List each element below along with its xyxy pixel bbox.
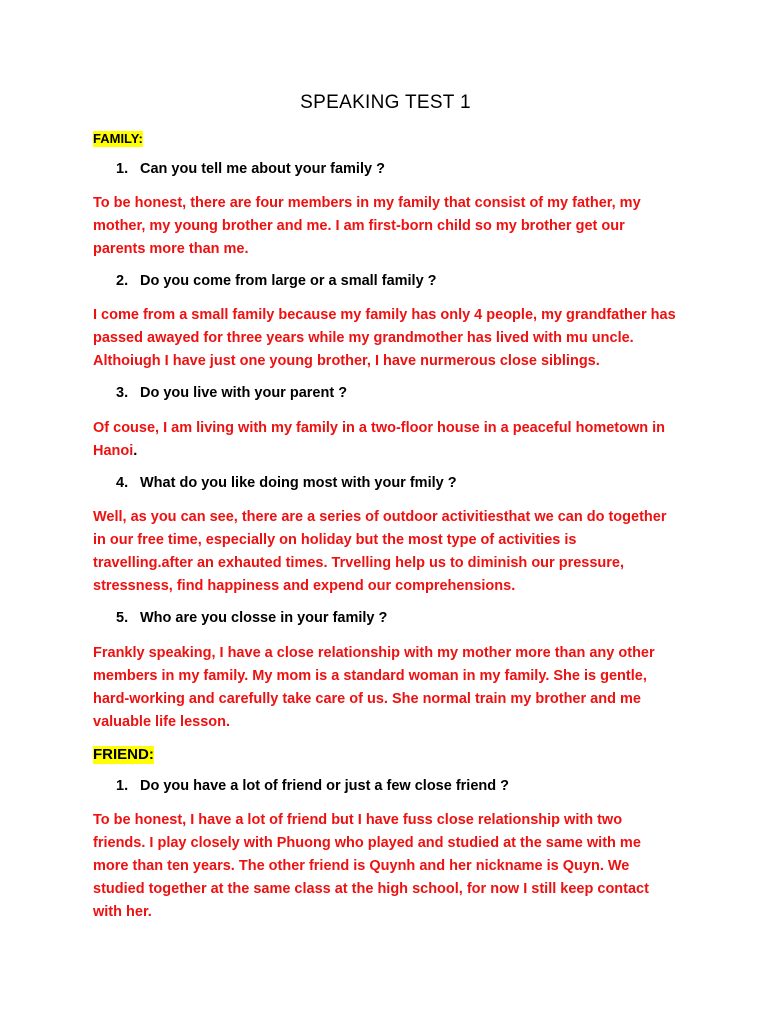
- answer-text: Frankly speaking, I have a close relationship with my mother more than any other members in my family. My mom is a standard woman in my family. She is gentle, hard-working and carefully take care of us. She normal train my brother and me valuable life lesson.: [93, 644, 655, 730]
- question-text: Do you have a lot of friend or just a few close friend ?: [140, 777, 509, 794]
- question-item: [93, 778, 678, 795]
- section-heading-friend: FRIEND:: [93, 745, 154, 763]
- answer-tail-punctuation: .: [133, 442, 138, 459]
- question-number: 5.: [116, 610, 129, 627]
- question-number: 4.: [116, 474, 129, 491]
- question-number: 1.: [116, 160, 129, 177]
- answer-text: To be honest, I have a lot of friend but I have fuss close relationship with two friends. I play closely with Phuong who played and studied at the same with me more than ten years. The other friend is Quynh and her nickname is Quyn. We studied together at the same class at the high school, for now I still keep contact with her.: [93, 811, 649, 920]
- question-item: [93, 475, 678, 492]
- question-item: [93, 385, 678, 402]
- question-text: Can you tell me about your family ?: [140, 160, 385, 177]
- answer-text-container: [93, 417, 678, 463]
- section-friend: [93, 746, 678, 924]
- question-item: [93, 273, 678, 290]
- question-text: Do you come from large or a small family ?: [140, 272, 437, 289]
- answer-text: Of couse, I am living with my family in a two-floor house in a peaceful hometown in Hanoi: [93, 419, 666, 459]
- answer-text: To be honest, there are four members in my family that consist of my father, my mother, my young brother and me. I am first-born child so my brother get our parents more than me.: [93, 194, 641, 257]
- question-number: 2.: [116, 272, 129, 289]
- answer-text: I come from a small family because my family has only 4 people, my grandfather has passed awayed for three years while my grandmother has lived with mu uncle. Althoiugh I have just one young brother, I have nurmerous close siblings.: [93, 307, 676, 370]
- question-item: [93, 161, 678, 178]
- section-family: [93, 130, 678, 734]
- answer-text: Well, as you can see, there are a series of outdoor activitiesthat we can do together in our free time, especially on holiday but the most type of activities is travelling.after an exhauted times. Trvelling help us to diminish our pressure, stressness, find happiness and expend our comprehensions.: [93, 509, 667, 595]
- question-number: 3.: [116, 385, 129, 402]
- section-heading-family: FAMILY:: [93, 131, 143, 146]
- page-title: SPEAKING TEST 1: [300, 92, 471, 113]
- question-item: [93, 610, 678, 627]
- question-number: 1.: [116, 777, 129, 794]
- question-text: Do you live with your parent ?: [140, 385, 348, 402]
- question-text: Who are you closse in your family ?: [140, 610, 388, 627]
- question-text: What do you like doing most with your fmily ?: [140, 474, 457, 491]
